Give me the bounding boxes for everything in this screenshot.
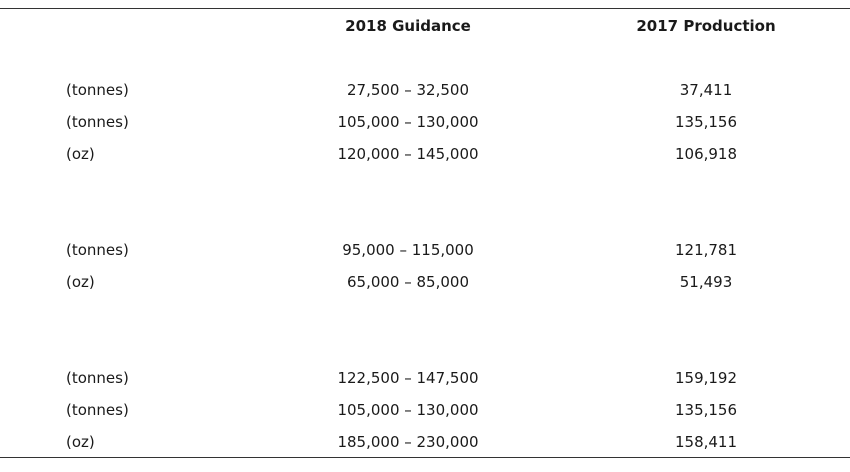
- production-cell: 37,411: [679, 81, 733, 99]
- table-row: [0, 431, 850, 453]
- guidance-cell: 185,000 – 230,000: [337, 433, 479, 451]
- production-cell: 106,918: [674, 145, 738, 163]
- production-cell: 135,156: [674, 113, 738, 131]
- unit-cell: (tonnes): [66, 401, 129, 419]
- unit-cell: (tonnes): [66, 369, 129, 387]
- table-row: [0, 79, 850, 101]
- guidance-cell: 122,500 – 147,500: [337, 369, 479, 387]
- table-row: [0, 399, 850, 421]
- production-cell: 51,493: [679, 273, 733, 291]
- unit-cell: (tonnes): [66, 241, 129, 259]
- guidance-cell: 65,000 – 85,000: [346, 273, 469, 291]
- unit-cell: (oz): [66, 273, 95, 291]
- table-row: [0, 143, 850, 165]
- production-cell: 121,781: [674, 241, 738, 259]
- guidance-cell: 105,000 – 130,000: [337, 401, 479, 419]
- guidance-cell: 27,500 – 32,500: [346, 81, 469, 99]
- table-row: [0, 367, 850, 389]
- header-2018-guidance: 2018 Guidance: [345, 17, 471, 35]
- guidance-cell: 95,000 – 115,000: [342, 241, 474, 259]
- table-row: [0, 111, 850, 133]
- production-cell: 159,192: [674, 369, 738, 387]
- production-cell: 158,411: [674, 433, 738, 451]
- table-bottom-rule: [0, 457, 850, 458]
- guidance-cell: 120,000 – 145,000: [337, 145, 479, 163]
- table-row: [0, 239, 850, 261]
- table-row: [0, 271, 850, 293]
- production-cell: 135,156: [674, 401, 738, 419]
- table-top-rule: [0, 8, 850, 9]
- guidance-cell: 105,000 – 130,000: [337, 113, 479, 131]
- unit-cell: (tonnes): [66, 81, 129, 99]
- unit-cell: (tonnes): [66, 113, 129, 131]
- unit-cell: (oz): [66, 145, 95, 163]
- unit-cell: (oz): [66, 433, 95, 451]
- header-2017-production: 2017 Production: [636, 17, 776, 35]
